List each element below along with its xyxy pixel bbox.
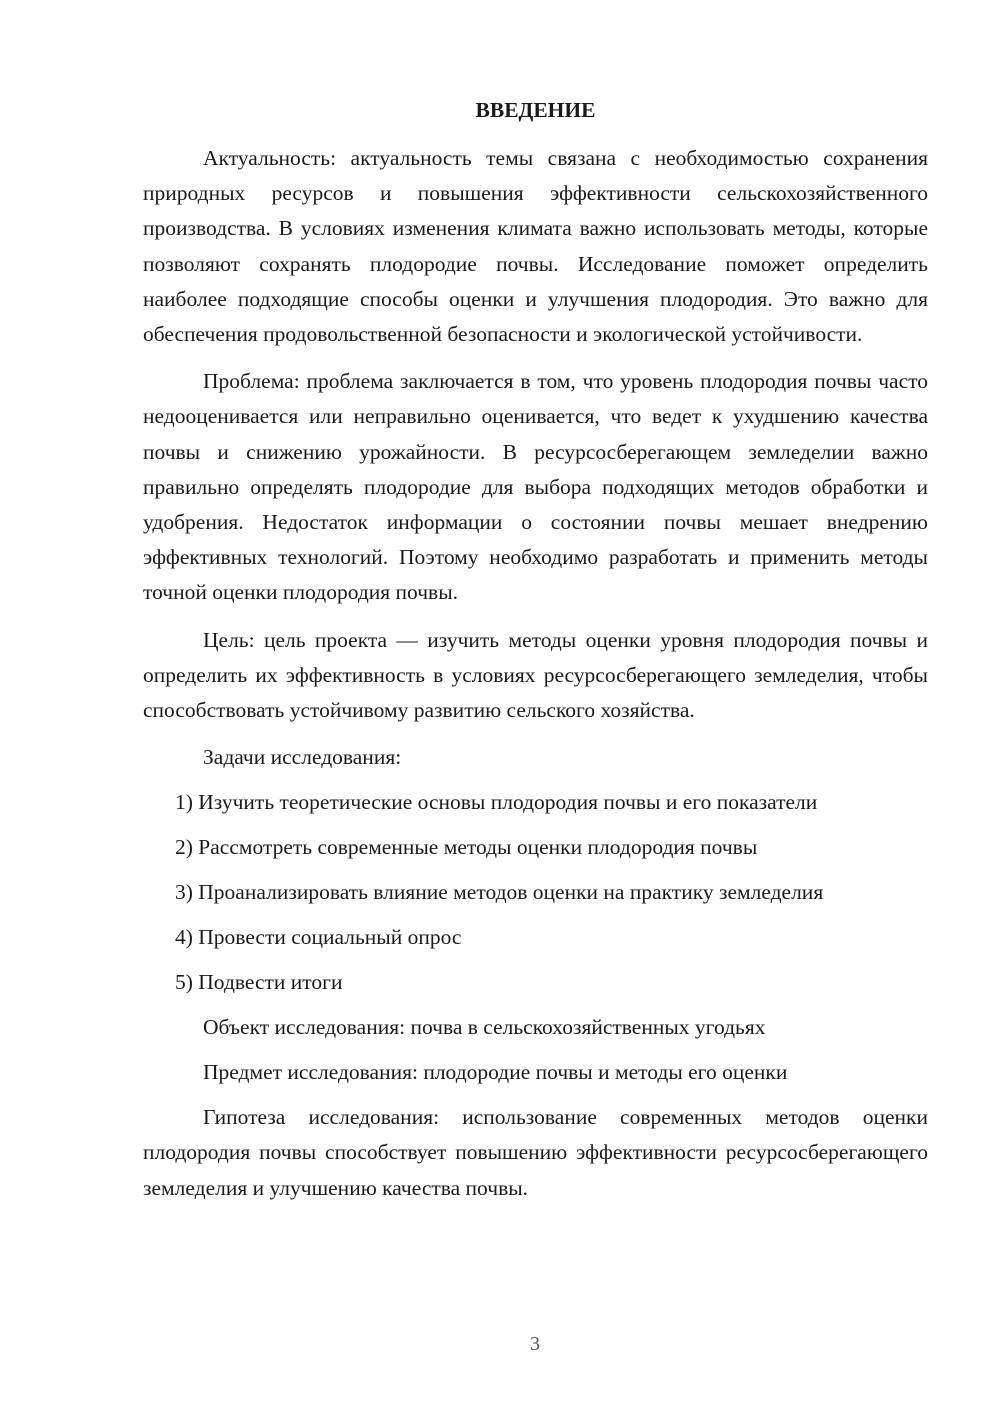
task-item: 2) Рассмотреть современные методы оценки плодородия почвы	[175, 835, 758, 860]
research-subject: Предмет исследования: плодородие почвы и методы его оценки	[203, 1060, 788, 1085]
hypothesis-paragraph: Гипотеза исследования: использование современных методов оценки плодородия почвы способствует повышению эффективности ресурсосберегающего земледелия и улучшению качества почвы.	[143, 1105, 928, 1200]
task-item: 3) Проанализировать влияние методов оценки на практику земледелия	[175, 880, 824, 905]
task-item: 1) Изучить теоретические основы плодородия почвы и его показатели	[175, 790, 818, 815]
task-item: 5) Подвести итоги	[175, 970, 343, 995]
tasks-list	[143, 785, 928, 1000]
tasks-heading: Задачи исследования:	[203, 745, 402, 770]
relevance-paragraph: Актуальность: актуальность темы связана с необходимостью сохранения природных ресурсов и повышения эффективности сельскохозяйственного производства. В условиях изменения климата важно использовать методы, которые позволяют сохранять плодородие почвы. Исследование поможет определить наиболее подходящие способы оценки и улучшения плодородия. Это важно для обеспечения продовольственной безопасности и экологической устойчивости.	[143, 146, 928, 347]
page-content	[143, 93, 928, 1218]
page-number: 3	[530, 1333, 540, 1355]
problem-paragraph: Проблема: проблема заключается в том, что уровень плодородия почвы часто недооценивается или неправильно оценивается, что ведет к ухудшению качества почвы и снижению урожайности. В ресурсосберегающем земледелии важно правильно определять плодородие для выбора подходящих методов обработки и удобрения. Недостаток информации о состоянии почвы мешает внедрению эффективных технологий. Поэтому необходимо разработать и применить методы точной оценки плодородия почвы.	[143, 369, 928, 605]
research-object: Объект исследования: почва в сельскохозяйственных угодьях	[203, 1015, 766, 1040]
goal-paragraph: Цель: цель проекта — изучить методы оценки уровня плодородия почвы и определить их эффективность в условиях ресурсосберегающего земледелия, чтобы способствовать устойчивому развитию сельского хозяйства.	[143, 627, 928, 723]
section-title: ВВЕДЕНИЕ	[475, 98, 596, 122]
task-item: 4) Провести социальный опрос	[175, 925, 462, 950]
